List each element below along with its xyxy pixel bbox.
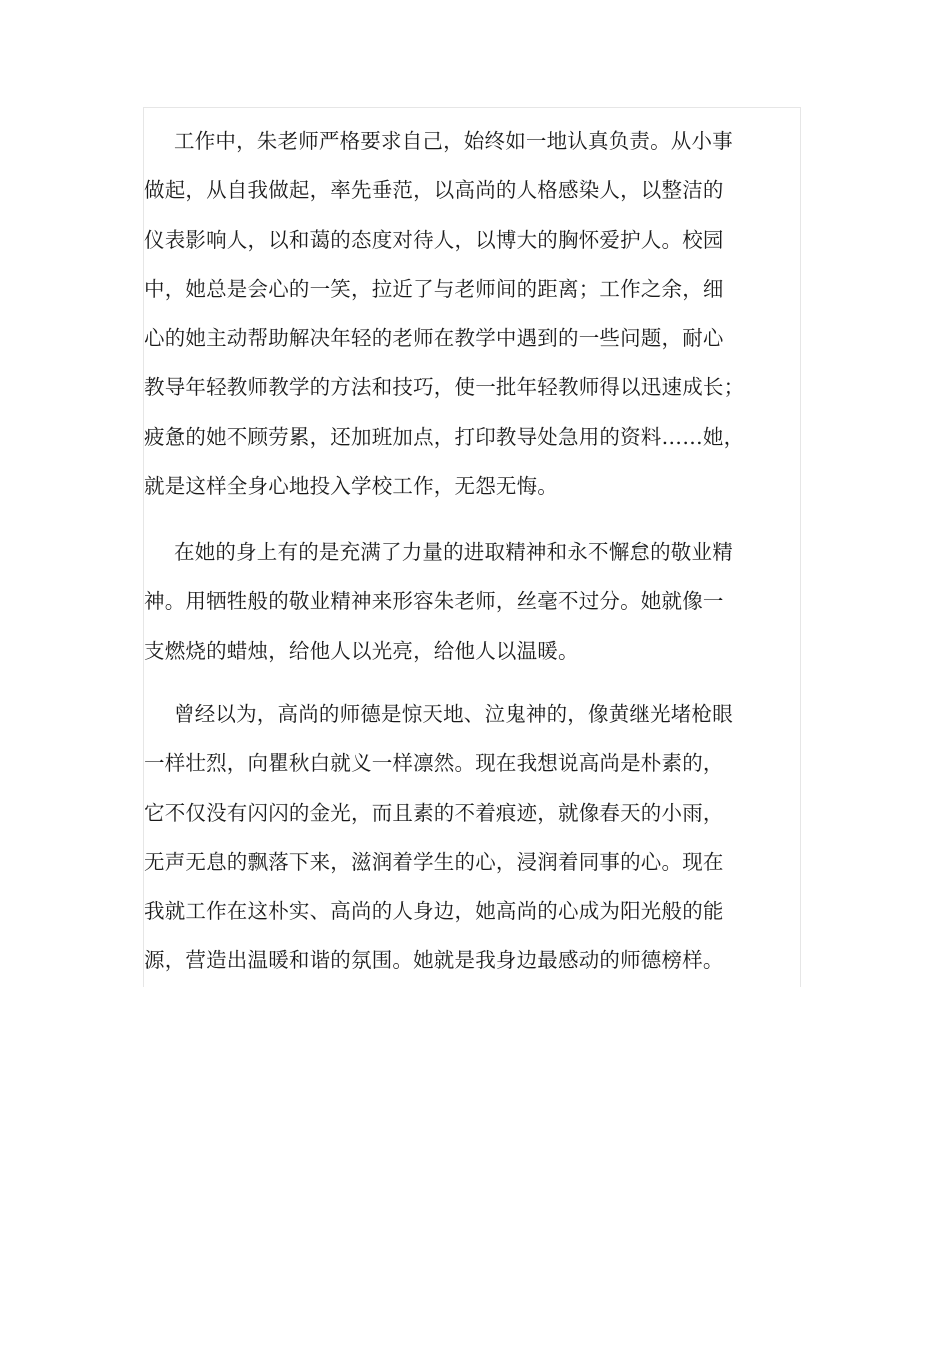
paragraph-line: 就是这样全身心地投入学校工作，无怨无悔。 [144,474,558,499]
paragraph-line: 它不仅没有闪闪的金光，而且素的不着痕迹，就像春天的小雨， [144,800,724,825]
paragraph-line: 疲惫的她不顾劳累，还加班加点，打印教导处急用的资料……她， [144,424,745,449]
paragraph-line: 一样壮烈，向瞿秋白就义一样凛然。现在我想说高尚是朴素的， [144,751,724,776]
paragraph-line: 做起，从自我做起，率先垂范，以高尚的人格感染人，以整洁的 [144,178,724,203]
paragraph-line: 曾经以为，高尚的师德是惊天地、泣鬼神的，像黄继光堵枪眼 [174,702,733,726]
paragraph-line: 教导年轻教师教学的方法和技巧，使一批年轻教师得以迅速成长； [144,375,745,400]
paragraph-line: 源，营造出温暖和谐的氛围。她就是我身边最感动的师德榜样。 [144,948,724,973]
paragraph-2 [144,528,744,676]
paragraph-1 [144,117,744,511]
paragraph-line: 仪表影响人，以和蔼的态度对待人，以博大的胸怀爱护人。校园 [144,227,724,252]
paragraph-3 [144,690,744,986]
paragraph-line: 工作中，朱老师严格要求自己，始终如一地认真负责。从小事 [174,129,733,153]
paragraph-line: 支燃烧的蜡烛，给他人以光亮，给他人以温暖。 [144,638,579,663]
paragraph-line: 无声无息的飘落下来，滋润着学生的心，浸润着同事的心。现在 [144,849,724,874]
paragraph-line: 在她的身上有的是充满了力量的进取精神和永不懈怠的敬业精 [174,540,733,564]
paragraph-line: 我就工作在这朴实、高尚的人身边，她高尚的心成为阳光般的能 [144,899,724,924]
paragraph-line: 中，她总是会心的一笑，拉近了与老师间的距离；工作之余，细 [144,276,724,301]
paragraph-line: 神。用牺牲般的敬业精神来形容朱老师，丝毫不过分。她就像一 [144,589,724,614]
paragraph-line: 心的她主动帮助解决年轻的老师在教学中遇到的一些问题，耐心 [144,326,724,351]
